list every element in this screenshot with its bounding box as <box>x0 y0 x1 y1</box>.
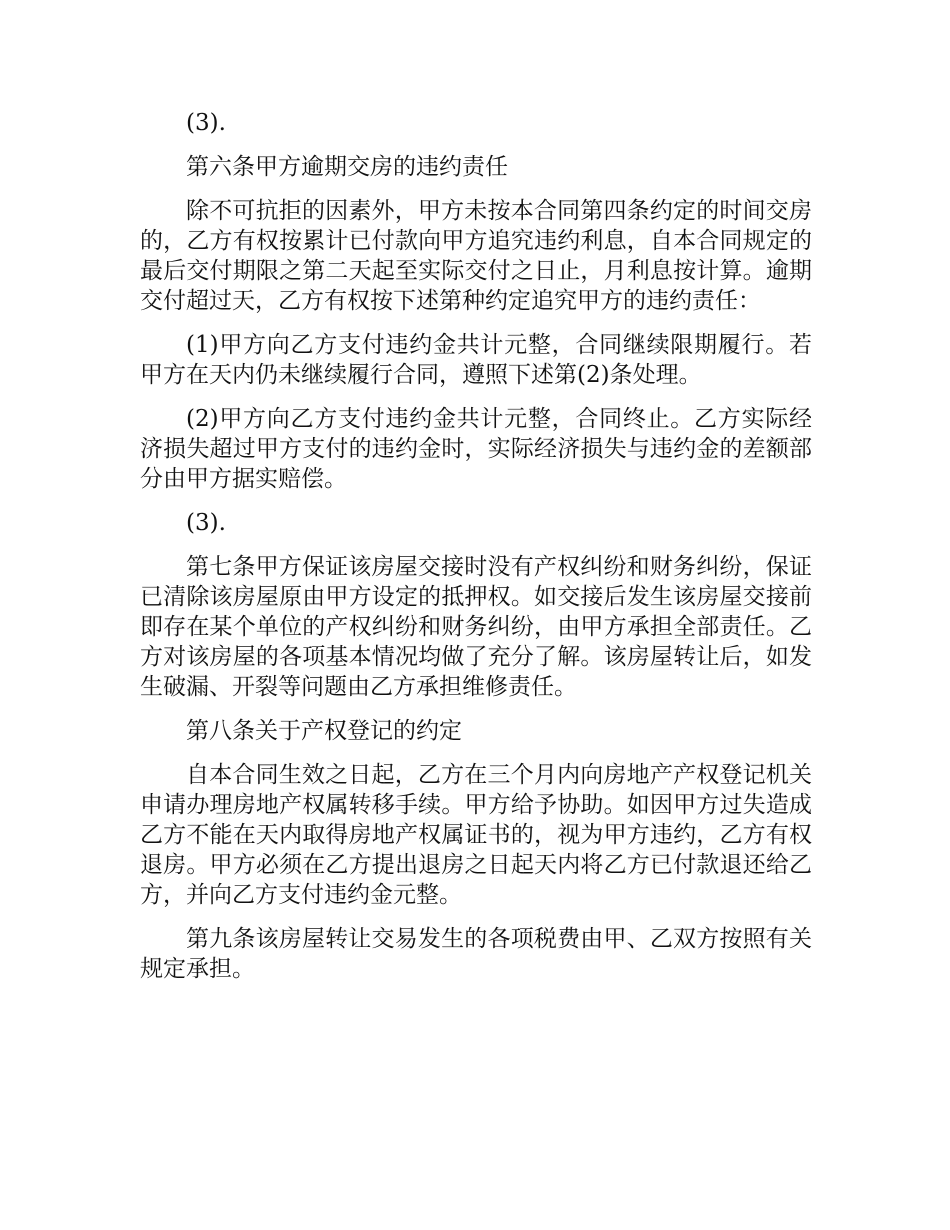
article-6-heading: 第六条甲方逾期交房的违约责任 <box>186 154 508 180</box>
paragraph-item-3-placeholder: (3). <box>186 110 226 136</box>
article-8-heading: 第八条关于产权登记的约定 <box>186 718 462 744</box>
article-6-body: 除不可抗拒的因素外，甲方未按本合同第四条约定的时间交房的，乙方有权按累计已付款向甲方追究违约利息，自本合同规定的最后交付期限之第二天起至实际交付之日止，月利息按计算。逾期交付超过天，乙方有权按下述第种约定追究甲方的违约责任： <box>140 198 812 314</box>
article-6-clause-3: (3). <box>186 510 226 536</box>
article-8-body: 自本合同生效之日起，乙方在三个月内向房地产产权登记机关申请办理房地产权属转移手续。甲方给予协助。如因甲方过失造成乙方不能在天内取得房地产权属证书的，视为甲方违约，乙方有权退房。甲方必须在乙方提出退房之日起天内将乙方已付款退还给乙方，并向乙方支付违约金元整。 <box>140 762 812 908</box>
document-page <box>140 108 812 998</box>
article-7-body: 第七条甲方保证该房屋交接时没有产权纠纷和财务纠纷，保证已清除该房屋原由甲方设定的抵押权。如交接后发生该房屋交接前即存在某个单位的产权纠纷和财务纠纷，由甲方承担全部责任。乙方对该房屋的各项基本情况均做了充分了解。该房屋转让后，如发生破漏、开裂等问题由乙方承担维修责任。 <box>140 554 812 700</box>
article-9-body: 第九条该房屋转让交易发生的各项税费由甲、乙双方按照有关规定承担。 <box>140 926 812 982</box>
article-6-clause-2: (2)甲方向乙方支付违约金共计元整，合同终止。乙方实际经济损失超过甲方支付的违约金时，实际经济损失与违约金的差额部分由甲方据实赔偿。 <box>140 406 812 492</box>
article-6-clause-1: (1)甲方向乙方支付违约金共计元整，合同继续限期履行。若甲方在天内仍未继续履行合同，遵照下述第(2)条处理。 <box>140 332 812 388</box>
